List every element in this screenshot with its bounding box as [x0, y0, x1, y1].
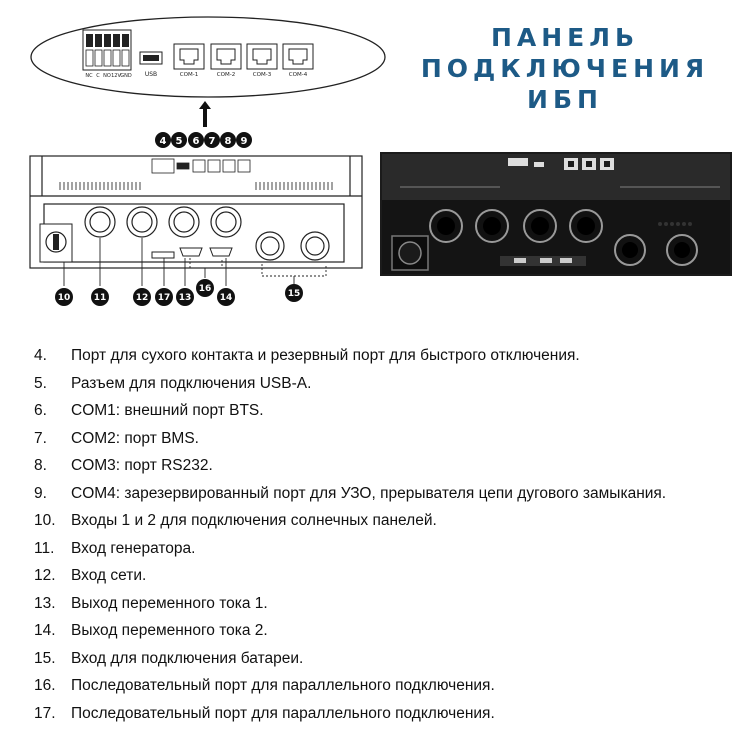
- callouts-bottom: [55, 279, 303, 306]
- svg-text:17: 17: [157, 293, 171, 303]
- list-item-number: 8.: [34, 457, 47, 474]
- list-item-text: Разъем для подключения USB-A.: [71, 374, 312, 392]
- terminal-label-nc: NC: [85, 73, 93, 79]
- svg-text:11: 11: [93, 293, 107, 303]
- page-title: [410, 22, 720, 115]
- terminal-label-c: C: [96, 73, 100, 79]
- com1-label: COM-1: [179, 72, 199, 78]
- svg-text:15: 15: [287, 289, 301, 299]
- com2-label: COM-2: [216, 72, 236, 78]
- terminal-label-12v: 12V: [111, 73, 121, 79]
- ups-panel-photo: [380, 152, 732, 276]
- list-item-number: 10.: [34, 512, 56, 529]
- list-item-number: 13.: [34, 594, 56, 612]
- list-item: [34, 672, 746, 700]
- svg-text:5: 5: [175, 136, 183, 147]
- list-item-number: 9.: [34, 484, 47, 502]
- connector-zoom-panel: [28, 14, 388, 100]
- list-item: [34, 397, 746, 425]
- list-item-number: 16.: [34, 677, 56, 694]
- svg-text:6: 6: [192, 136, 200, 147]
- list-item-text: Входы 1 и 2 для подключения солнечных панелей.: [71, 512, 437, 529]
- list-item: [34, 617, 746, 645]
- list-item-number: 17.: [34, 704, 56, 722]
- terminal-label-gnd: GND: [120, 73, 132, 79]
- list-item-number: 14.: [34, 622, 56, 639]
- title-line-1: ПАНЕЛЬ: [490, 23, 640, 52]
- list-item: [34, 425, 746, 453]
- list-item: [34, 562, 746, 590]
- usb-label: USB: [144, 71, 158, 78]
- list-item-number: 4.: [34, 347, 47, 364]
- com3-label: COM-3: [252, 72, 272, 78]
- list-item-text: COM2: порт BMS.: [71, 429, 199, 447]
- list-item-text: COM4: зарезервированный порт для УЗО, прерывателя цепи дугового замыкания.: [71, 484, 667, 502]
- list-item-number: 7.: [34, 429, 47, 447]
- ups-panel-drawing: [0, 128, 372, 308]
- list-item-number: 15.: [34, 649, 56, 667]
- port-legend-list: [34, 342, 746, 727]
- svg-text:9: 9: [240, 136, 248, 147]
- svg-text:14: 14: [219, 293, 233, 303]
- svg-text:16: 16: [198, 284, 212, 294]
- svg-text:8: 8: [224, 136, 232, 147]
- callouts-top: [155, 132, 252, 148]
- list-item-number: 5.: [34, 374, 47, 392]
- list-item-number: 11.: [34, 539, 55, 557]
- com4-label: COM-4: [288, 72, 308, 78]
- list-item-text: Последовательный порт для параллельного подключения.: [71, 677, 495, 694]
- title-line-2: ПОДКЛЮЧЕНИЯ: [420, 54, 710, 83]
- list-item-text: Последовательный порт для параллельного подключения.: [71, 704, 495, 722]
- list-item-text: Порт для сухого контакта и резервный порт для быстрого отключения.: [71, 347, 580, 364]
- list-item-text: Выход переменного тока 1.: [71, 594, 268, 612]
- title-line-3: ИБП: [527, 85, 603, 114]
- svg-text:7: 7: [208, 136, 216, 147]
- list-item: [34, 370, 746, 398]
- svg-text:12: 12: [135, 293, 149, 303]
- list-item-text: COM3: порт RS232.: [71, 457, 213, 474]
- list-item: [34, 480, 746, 508]
- svg-text:13: 13: [178, 293, 192, 303]
- list-item: [34, 590, 746, 618]
- list-item-number: 6.: [34, 402, 47, 419]
- list-item-text: COM1: внешний порт BTS.: [71, 402, 264, 419]
- svg-text:10: 10: [57, 293, 71, 303]
- list-item: [34, 535, 746, 563]
- list-item-number: 12.: [34, 567, 56, 584]
- list-item-text: Вход для подключения батареи.: [71, 649, 304, 667]
- list-item: [34, 507, 746, 535]
- svg-text:4: 4: [159, 136, 167, 147]
- list-item: [34, 452, 746, 480]
- list-item-text: Вход генератора.: [71, 539, 196, 557]
- list-item-text: Выход переменного тока 2.: [71, 622, 268, 639]
- list-item: [34, 342, 746, 370]
- arrow-up-icon: [195, 100, 215, 128]
- list-item-text: Вход сети.: [71, 567, 147, 584]
- list-item: [34, 645, 746, 673]
- dry-contact-terminal-block: [83, 30, 131, 70]
- list-item: [34, 700, 746, 728]
- terminal-label-no: NO: [103, 73, 111, 79]
- usb-port-icon: [140, 52, 162, 64]
